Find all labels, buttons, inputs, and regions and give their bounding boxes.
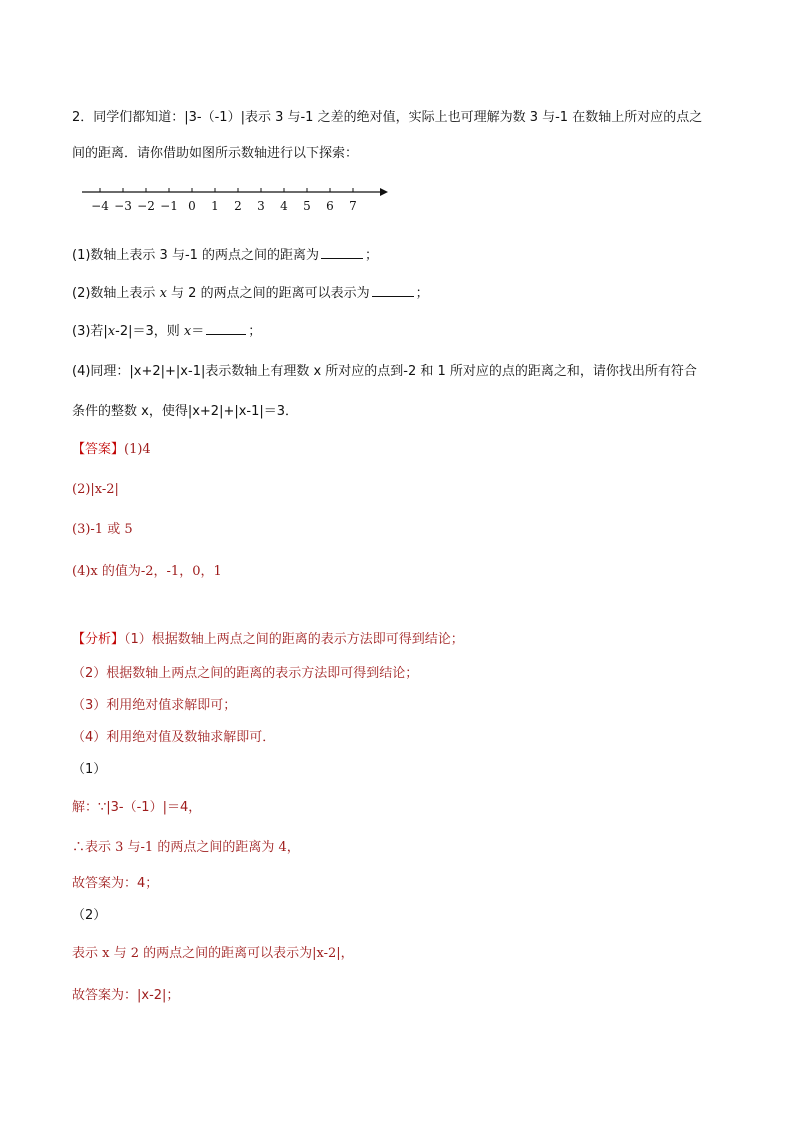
solution-2-line-1: 表示 x 与 2 的两点之间的距离可以表示为|x-2|， xyxy=(72,946,354,961)
tick-label: 2 xyxy=(234,199,242,213)
question-3-var: x xyxy=(107,324,116,339)
solution-1-head: （1） xyxy=(72,762,107,777)
answer-blank-3 xyxy=(206,322,246,335)
answer-blank-1 xyxy=(321,246,363,259)
answer-1 xyxy=(72,442,151,458)
number-line-arrow xyxy=(380,188,388,196)
tick-label: 5 xyxy=(303,199,311,213)
answer-1-text: (1)4 xyxy=(124,442,151,457)
question-3-text-pre: (3)若| xyxy=(72,324,108,339)
tick-label: −2 xyxy=(137,199,155,213)
question-3-text-mid: -2|＝3，则 xyxy=(115,324,184,339)
question-3-eq: ＝ xyxy=(191,324,205,339)
question-3-var2: x xyxy=(183,324,192,339)
question-2-end: ； xyxy=(415,286,429,301)
question-1-end: ； xyxy=(365,248,379,263)
analysis-tag: 【分析】 xyxy=(72,632,125,647)
tick-label: 6 xyxy=(326,199,334,213)
solution-1-line-2: ∴表示 3 与-1 的两点之间的距离为 4， xyxy=(72,840,300,855)
question-2-var: x xyxy=(159,286,167,301)
analysis-4: （4）利用绝对值及数轴求解即可． xyxy=(72,730,276,745)
answer-blank-2 xyxy=(372,284,414,297)
problem-line-2: 间的距离．请你借助如图所示数轴进行以下探索： xyxy=(72,146,359,161)
answer-tag: 【答案】 xyxy=(72,442,125,457)
tick-label: 1 xyxy=(211,199,219,213)
tick-label: 3 xyxy=(257,199,265,213)
question-4-line-1: (4)同理：|x+2|+|x-1|表示数轴上有理数 x 所对应的点到-2 和 1 所对应的点的距离之和，请你找出所有符合 xyxy=(72,364,697,379)
answer-2: (2)|x-2| xyxy=(72,482,119,497)
tick-label: 0 xyxy=(188,199,196,213)
solution-2-head: （2） xyxy=(72,908,107,923)
question-2-text-pre: (2)数轴上表示 xyxy=(72,286,160,301)
solution-1-line-3: 故答案为：4； xyxy=(72,876,159,891)
question-3 xyxy=(72,322,261,340)
question-3-end: ； xyxy=(248,324,262,339)
number-line xyxy=(80,180,390,216)
problem-line-1: 2．同学们都知道：|3-（-1）|表示 3 与-1 之差的绝对值，实际上也可理解为数 3 与-1 在数轴上所对应的点之 xyxy=(72,110,703,125)
tick-label: 7 xyxy=(349,199,357,213)
question-2-text-mid: 与 2 的两点之间的距离可以表示为 xyxy=(166,286,370,301)
analysis-1-text: （1）根据数轴上两点之间的距离的表示方法即可得到结论； xyxy=(124,632,464,647)
solution-2-line-2: 故答案为：|x-2|； xyxy=(72,988,180,1003)
tick-label: −3 xyxy=(114,199,132,213)
tick-label: 4 xyxy=(280,199,288,213)
question-4-line-2: 条件的整数 x，使得|x+2|+|x-1|＝3． xyxy=(72,404,299,419)
answer-3: (3)-1 或 5 xyxy=(72,522,133,537)
analysis-3: （3）利用绝对值求解即可； xyxy=(72,698,237,713)
analysis-1 xyxy=(72,632,464,648)
question-2 xyxy=(72,284,429,302)
tick-label: −1 xyxy=(160,199,178,213)
question-1 xyxy=(72,246,378,264)
analysis-2: （2）根据数轴上两点之间的距离的表示方法即可得到结论； xyxy=(72,666,419,681)
solution-1-line-1: 解：∵|3-（-1）|＝4， xyxy=(72,800,202,815)
answer-4: (4)x 的值为-2，-1，0，1 xyxy=(72,564,222,579)
tick-label: −4 xyxy=(91,199,109,213)
question-1-text: (1)数轴上表示 3 与-1 的两点之间的距离为 xyxy=(72,248,320,263)
